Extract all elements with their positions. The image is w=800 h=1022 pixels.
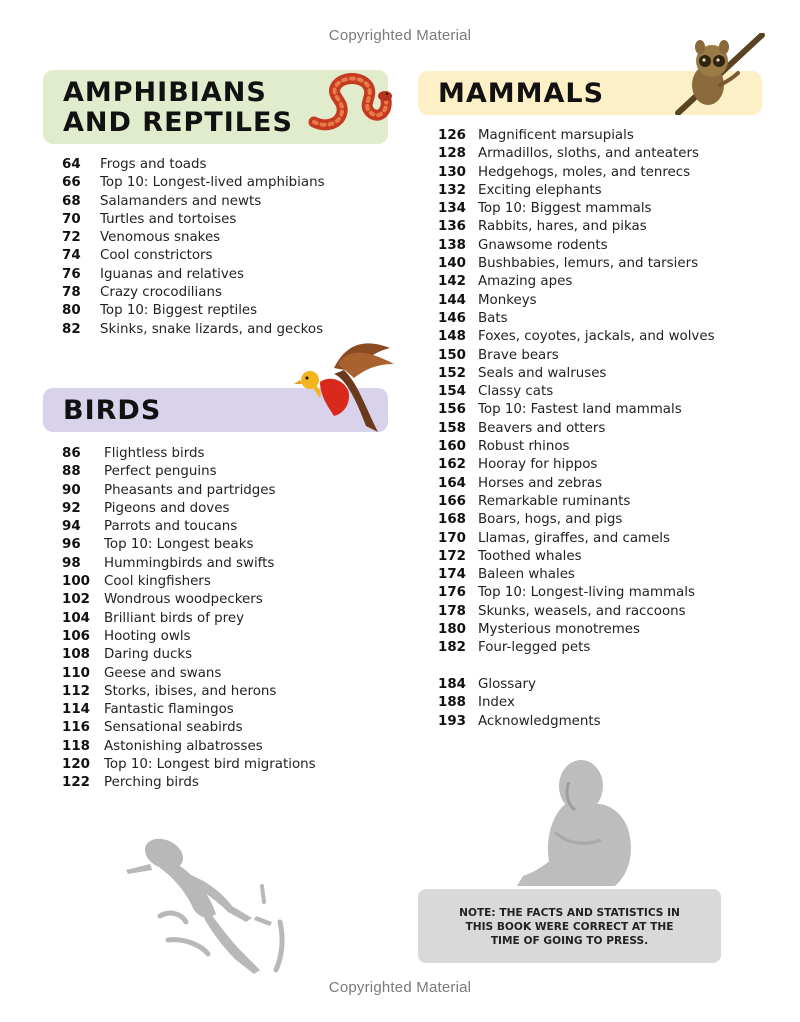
toc-entry-label: Bats <box>478 310 508 326</box>
toc-page-number: 92 <box>62 500 81 516</box>
frog-silhouette-icon <box>120 830 300 980</box>
toc-entry-label: Armadillos, sloths, and anteaters <box>478 146 699 162</box>
toc-entry <box>438 566 715 584</box>
toc-entry-label: Magnificent marsupials <box>478 128 634 143</box>
toc-entry-label: Top 10: Longest beaks <box>104 537 254 553</box>
toc-entry <box>62 646 316 664</box>
toc-entry-label: Hooting owls <box>104 628 191 644</box>
toc-page-number: 156 <box>438 402 466 418</box>
toc-page-number: 126 <box>438 128 466 143</box>
toc-entry <box>62 591 316 609</box>
toc-entry <box>438 475 715 493</box>
toc-page-number: 110 <box>62 665 90 681</box>
toc-entry-label: Skunks, weasels, and raccoons <box>478 603 686 619</box>
toc-page-number: 74 <box>62 248 81 264</box>
toc-entry-label: Pheasants and partridges <box>104 482 276 498</box>
toc-page-number: 182 <box>438 640 466 656</box>
toc-page-number: 88 <box>62 464 81 480</box>
toc-entry <box>62 321 325 339</box>
toc-entry-label: Crazy crocodilians <box>100 285 222 301</box>
toc-entry <box>438 273 715 291</box>
toc-entry <box>438 310 715 328</box>
toc-entry-label: Seals and walruses <box>478 365 607 381</box>
toc-entry <box>62 683 316 701</box>
toc-entry <box>438 584 715 602</box>
toc-page-number: 172 <box>438 548 466 564</box>
toc-entry-label: Classy cats <box>478 384 554 400</box>
toc-page-number: 128 <box>438 146 466 162</box>
toc-entry-label: Skinks, snake lizards, and geckos <box>100 321 324 337</box>
monkey-silhouette-icon <box>515 752 640 890</box>
toc-entry-label: Turtles and tortoises <box>100 211 237 227</box>
toc-entry-label: Brilliant birds of prey <box>104 610 245 626</box>
toc-entry-label: Top 10: Longest-lived amphibians <box>100 175 325 191</box>
toc-entry <box>62 463 316 481</box>
note-line-3: TIME OF GOING TO PRESS. <box>490 935 649 947</box>
toc-entry <box>438 200 715 218</box>
toc-entry <box>62 284 325 302</box>
toc-entry <box>62 156 325 174</box>
toc-page-number: 82 <box>62 321 81 337</box>
toc-entry <box>438 639 715 657</box>
toc-entry-label: Brave bears <box>478 347 559 363</box>
toc-page-number: 138 <box>438 237 466 253</box>
toc-entry <box>438 530 715 548</box>
toc-entry <box>62 701 316 719</box>
amphibians-title-line2: AND REPTILES <box>63 107 293 138</box>
toc-page-number: 80 <box>62 303 81 319</box>
toc-entry-label: Top 10: Biggest mammals <box>478 201 652 217</box>
toc-page-number: 144 <box>438 292 466 308</box>
toc-page-number: 158 <box>438 420 466 436</box>
toc-entry-label: Robust rhinos <box>478 439 570 455</box>
toc-entry-label: Top 10: Longest-living mammals <box>478 585 695 601</box>
toc-entry <box>62 665 316 683</box>
toc-entry <box>438 383 715 401</box>
toc-page-number: 114 <box>62 702 90 718</box>
toc-entry-label: Sensational seabirds <box>104 720 243 736</box>
toc-entry <box>438 328 715 346</box>
toc-entry <box>438 676 601 694</box>
toc-page-number: 134 <box>438 201 466 217</box>
toc-page-number: 154 <box>438 384 466 400</box>
toc-entry-label: Astonishing albatrosses <box>104 738 263 754</box>
toc-page-number: 76 <box>62 266 81 282</box>
tarsier-icon <box>672 33 766 115</box>
toc-entry-label: Acknowledgments <box>478 713 601 729</box>
toc-page-number: 116 <box>62 720 90 736</box>
toc-entry <box>438 145 715 163</box>
toc-page-number: 178 <box>438 603 466 619</box>
note-line-2: THIS BOOK WERE CORRECT AT THE <box>465 921 674 933</box>
toc-entry <box>438 603 715 621</box>
toc-page-number: 140 <box>438 256 466 272</box>
toc-entry <box>62 174 325 192</box>
toc-entry-label: Horses and zebras <box>478 475 603 491</box>
toc-entry-label: Llamas, giraffes, and camels <box>478 530 671 546</box>
toc-page-number: 120 <box>62 757 90 773</box>
toc-entry-label: Wondrous woodpeckers <box>104 592 263 608</box>
toc-entry <box>438 456 715 474</box>
toc-entry-label: Parrots and toucans <box>104 519 238 535</box>
snake-icon <box>306 66 392 132</box>
toc-entry-label: Baleen whales <box>478 567 575 583</box>
toc-page-number: 136 <box>438 219 466 235</box>
toc-entry-label: Exciting elephants <box>478 182 602 198</box>
toc-page-number: 112 <box>62 683 90 699</box>
toc-entry <box>438 621 715 639</box>
toc-entry-label: Amazing apes <box>478 274 573 290</box>
toc-entry <box>62 482 316 500</box>
toc-page-number: 180 <box>438 622 466 638</box>
toc-entry-label: Perfect penguins <box>104 464 217 480</box>
note-line-1: NOTE: THE FACTS AND STATISTICS IN <box>459 907 680 919</box>
toc-page-number: 90 <box>62 482 81 498</box>
toc-entry-label: Beavers and otters <box>478 420 606 436</box>
mammals-list <box>438 127 715 658</box>
toc-entry-label: Frogs and toads <box>100 157 207 172</box>
toc-entry-label: Top 10: Biggest reptiles <box>100 303 258 319</box>
toc-entry <box>62 229 325 247</box>
birds-list <box>62 445 316 793</box>
toc-entry <box>438 237 715 255</box>
toc-entry <box>62 628 316 646</box>
toc-entry <box>438 438 715 456</box>
toc-entry <box>438 493 715 511</box>
toc-entry <box>62 536 316 554</box>
toc-entry-label: Venomous snakes <box>100 230 221 246</box>
toc-entry <box>62 193 325 211</box>
toc-entry <box>438 182 715 200</box>
pheasant-icon <box>294 334 400 434</box>
toc-entry-label: Remarkable ruminants <box>478 493 631 509</box>
toc-entry <box>438 511 715 529</box>
toc-entry-label: Foxes, coyotes, jackals, and wolves <box>478 329 715 345</box>
copyright-bottom: Copyrighted Material <box>328 979 472 996</box>
toc-page-number: 188 <box>438 695 466 711</box>
toc-entry <box>62 266 325 284</box>
toc-page-number: 122 <box>62 775 90 791</box>
toc-page-number: 148 <box>438 329 466 345</box>
toc-entry <box>438 164 715 182</box>
toc-entry <box>62 573 316 591</box>
toc-page-number: 168 <box>438 512 466 528</box>
toc-entry <box>62 302 325 320</box>
toc-entry <box>62 211 325 229</box>
toc-entry-label: Index <box>478 695 515 711</box>
toc-entry-label: Mysterious monotremes <box>478 622 640 638</box>
back-matter-list <box>438 676 601 731</box>
toc-page-number: 94 <box>62 519 81 535</box>
toc-entry-label: Geese and swans <box>104 665 222 681</box>
toc-entry-label: Monkeys <box>478 292 537 308</box>
toc-page-number: 108 <box>62 647 90 663</box>
mammals-title: MAMMALS <box>438 78 605 109</box>
toc-entry-label: Gnawsome rodents <box>478 237 608 253</box>
toc-entry <box>62 555 316 573</box>
toc-page-number: 86 <box>62 446 81 461</box>
toc-entry-label: Hooray for hippos <box>478 457 598 473</box>
toc-page-number: 130 <box>438 164 466 180</box>
toc-entry-label: Top 10: Fastest land mammals <box>478 402 682 418</box>
amphibians-list <box>62 156 325 339</box>
toc-page-number: 184 <box>438 677 466 692</box>
toc-page-number: 150 <box>438 347 466 363</box>
toc-entry-label: Cool constrictors <box>100 248 213 264</box>
toc-page-number: 68 <box>62 193 81 209</box>
toc-page-number: 170 <box>438 530 466 546</box>
toc-page-number: 152 <box>438 365 466 381</box>
toc-entry-label: Boars, hogs, and pigs <box>478 512 623 528</box>
toc-entry-label: Daring ducks <box>104 647 193 663</box>
toc-entry <box>62 719 316 737</box>
toc-page-number: 176 <box>438 585 466 601</box>
toc-entry-label: Iguanas and relatives <box>100 266 245 282</box>
toc-entry-label: Cool kingfishers <box>104 574 211 590</box>
toc-page-number: 160 <box>438 439 466 455</box>
toc-entry <box>62 445 316 463</box>
toc-page-number: 166 <box>438 493 466 509</box>
toc-entry-label: Flightless birds <box>104 446 205 461</box>
toc-page-number: 98 <box>62 555 81 571</box>
toc-page-number: 64 <box>62 157 81 172</box>
toc-page-number: 102 <box>62 592 90 608</box>
toc-entry-label: Storks, ibises, and herons <box>104 683 277 699</box>
toc-entry <box>438 420 715 438</box>
toc-entry <box>438 292 715 310</box>
note-box <box>418 889 721 963</box>
toc-entry <box>62 500 316 518</box>
toc-entry <box>438 548 715 566</box>
toc-page-number: 106 <box>62 628 90 644</box>
toc-entry <box>62 756 316 774</box>
toc-entry <box>62 610 316 628</box>
toc-entry <box>62 774 316 792</box>
toc-page-number: 70 <box>62 211 81 227</box>
toc-entry <box>438 694 601 712</box>
birds-title: BIRDS <box>63 395 162 426</box>
toc-entry-label: Rabbits, hares, and pikas <box>478 219 647 235</box>
toc-entry <box>438 255 715 273</box>
toc-page-number: 132 <box>438 182 466 198</box>
toc-page-number: 118 <box>62 738 90 754</box>
toc-entry <box>438 401 715 419</box>
toc-entry <box>438 365 715 383</box>
toc-entry-label: Perching birds <box>104 775 199 791</box>
toc-page-number: 164 <box>438 475 466 491</box>
toc-entry-label: Bushbabies, lemurs, and tarsiers <box>478 256 699 272</box>
toc-entry-label: Glossary <box>478 677 536 692</box>
amphibians-title <box>63 78 293 138</box>
toc-page-number: 66 <box>62 175 81 191</box>
toc-page-number: 162 <box>438 457 466 473</box>
toc-entry-label: Top 10: Longest bird migrations <box>104 757 316 773</box>
toc-page-number: 142 <box>438 274 466 290</box>
toc-entry <box>438 218 715 236</box>
toc-entry-label: Four-legged pets <box>478 640 591 656</box>
toc-page-number: 72 <box>62 230 81 246</box>
toc-entry <box>62 738 316 756</box>
copyright-top: Copyrighted Material <box>328 27 472 44</box>
toc-entry-label: Pigeons and doves <box>104 500 230 516</box>
amphibians-title-line1: AMPHIBIANS <box>63 77 267 108</box>
toc-page-number: 193 <box>438 713 466 729</box>
toc-entry <box>62 247 325 265</box>
toc-page-number: 174 <box>438 567 466 583</box>
toc-page-number: 104 <box>62 610 90 626</box>
toc-entry-label: Toothed whales <box>478 548 582 564</box>
toc-entry-label: Hedgehogs, moles, and tenrecs <box>478 164 691 180</box>
toc-entry-label: Salamanders and newts <box>100 193 262 209</box>
toc-entry-label: Hummingbirds and swifts <box>104 555 275 571</box>
toc-entry-label: Fantastic flamingos <box>104 702 234 718</box>
toc-entry <box>62 518 316 536</box>
toc-entry <box>438 127 715 145</box>
toc-page-number: 96 <box>62 537 81 553</box>
toc-page-number: 100 <box>62 574 90 590</box>
toc-entry <box>438 347 715 365</box>
toc-entry <box>438 713 601 731</box>
toc-page-number: 146 <box>438 310 466 326</box>
toc-page-number: 78 <box>62 285 81 301</box>
